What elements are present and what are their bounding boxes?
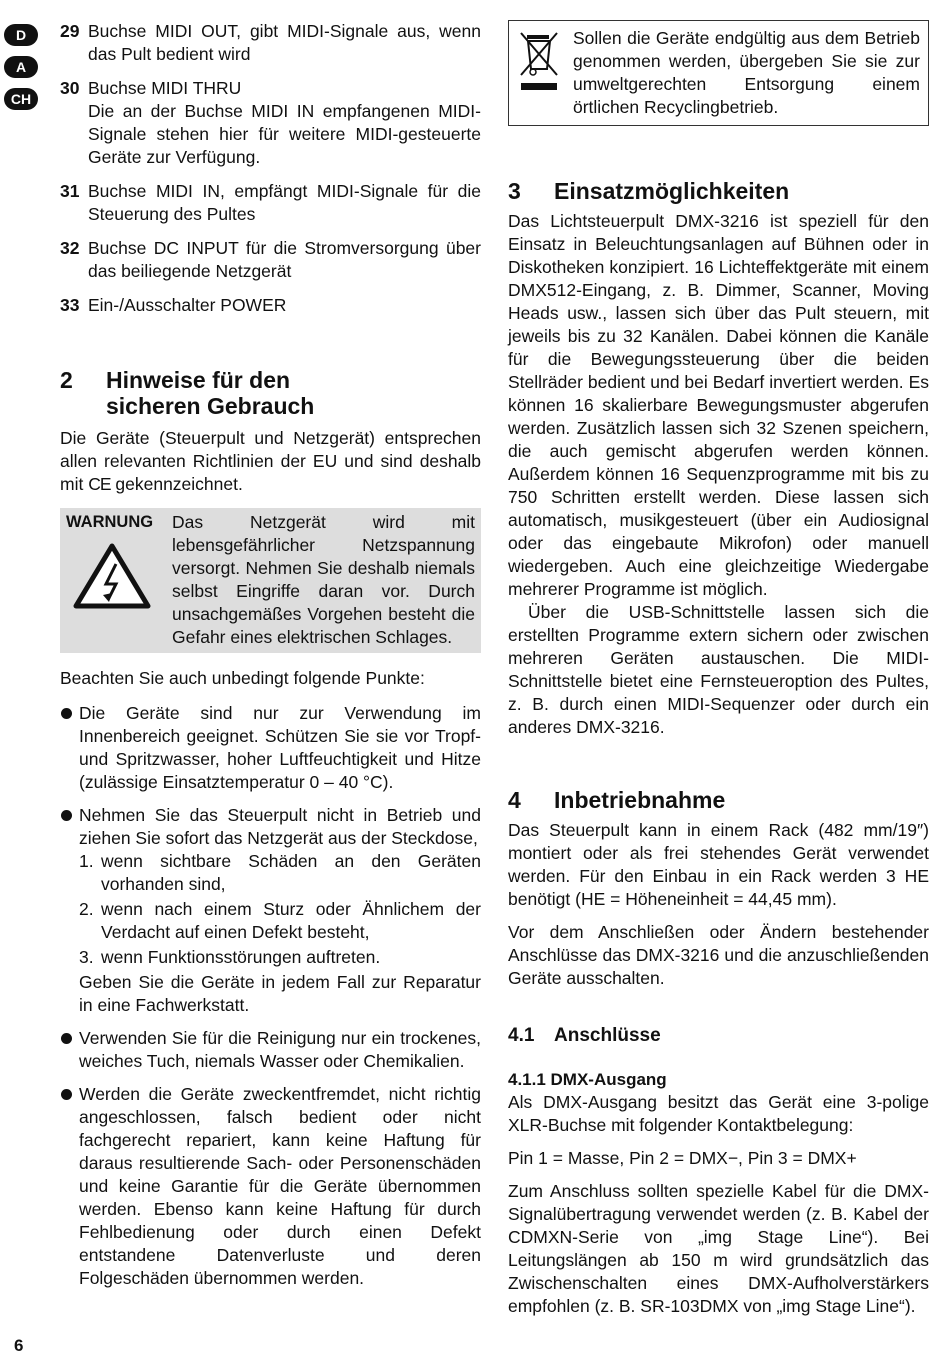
bullet-dot-icon	[60, 1027, 79, 1073]
section-title-line2: sicheren Gebrauch	[106, 393, 315, 419]
item-description: Die an der Buchse MIDI IN empfangenen MIDI-Signale stehen hier für weitere MIDI-gesteuerte Geräte zur Verfügung.	[88, 101, 481, 167]
sub-list-item	[79, 946, 481, 969]
page-number: 6	[14, 1336, 24, 1355]
bullet-item	[60, 1083, 481, 1290]
section-number: 2	[60, 367, 73, 393]
list-item	[60, 77, 481, 169]
item-text: Buchse MIDI OUT, gibt MIDI-Signale aus, wenn das Pult bedient wird	[88, 21, 481, 64]
intro-text-end: gekennzeichnet.	[115, 474, 243, 494]
list-item	[60, 294, 481, 317]
bullet-item	[60, 1027, 481, 1073]
section-number: 3	[508, 178, 521, 204]
section-title	[106, 367, 314, 419]
bullet-text: Werden die Geräte zweckentfremdet, nicht richtig angeschlossen, falsch bedient oder nicht fachgerecht repariert, kann keine Haftung für daraus resultierende Sach- oder Personenschäden und keine Garantie für die Geräte übernommen werden. Ebenso kann keine Haftung für durch Fehlbedienung oder durch einen Defekt entstandene Datenverluste und deren Folgeschäden übernommen werden.	[79, 1084, 481, 1288]
sub-number: 2.	[79, 899, 94, 919]
bullet-dot-icon	[60, 804, 79, 1017]
intro-text: Die Geräte (Steuerpult und Netzgerät) entsprechen allen relevanten Richtlinien der EU und sind deshalb mit	[60, 428, 481, 494]
bullet-item	[60, 804, 481, 1017]
section-title: Inbetriebnahme	[554, 787, 726, 813]
language-badge-ch: CH	[4, 88, 38, 110]
warning-label: WARNUNG	[66, 513, 154, 531]
item-text	[88, 77, 481, 169]
section-number: 4	[508, 787, 521, 813]
sub-text: wenn Funktionsstörungen auftreten.	[101, 947, 381, 967]
warning-box	[60, 508, 481, 653]
section-4-paragraph: Vor dem Anschließen oder Ändern bestehender Anschlüsse das DMX-3216 und die anzuschließenden Geräte ausschalten.	[508, 922, 929, 988]
crossed-bin-icon	[517, 27, 573, 119]
section-4-paragraph: Das Steuerpult kann in einem Rack (482 mm/19″) montiert oder als frei stehendes Gerät verwendet werden. Für den Einbau in ein Rack werden 3 HE benötigt (HE = Höheneinheit = 44,45 mm).	[508, 820, 929, 909]
high-voltage-icon	[72, 542, 152, 610]
pin-assignment: Pin 1 = Masse, Pin 2 = DMX−, Pin 3 = DMX+	[508, 1148, 857, 1168]
sub-number: 1.	[79, 851, 94, 871]
bullet-text: Verwenden Sie für die Reinigung nur ein trockenes, weiches Tuch, niemals Wasser oder Chemikalien.	[79, 1028, 481, 1071]
disposal-notice-box	[508, 20, 929, 126]
section-3-heading	[508, 178, 929, 204]
sub-text: wenn sichtbare Schäden an den Geräten vorhanden sind,	[101, 851, 481, 894]
bullet-text-main: Nehmen Sie das Steuerpult nicht in Betrieb und ziehen Sie sofort das Netzgerät aus der Steckdose,	[79, 805, 481, 848]
ce-mark: CE	[88, 474, 111, 494]
sub-list-item	[79, 850, 481, 896]
right-column	[508, 20, 929, 1328]
sub-text: wenn nach einem Sturz oder Ähnlichem der Verdacht auf einen Defekt besteht,	[101, 899, 481, 942]
bullet-text	[79, 804, 481, 1017]
item-text: Buchse DC INPUT für die Stromversorgung über das beiliegende Netzgerät	[88, 238, 481, 281]
language-badges	[4, 24, 38, 120]
item-number: 30	[60, 78, 80, 98]
warning-label-column	[66, 511, 172, 649]
language-badge-a: A	[4, 56, 38, 78]
section-title: Anschlüsse	[554, 1025, 661, 1046]
section-2-heading	[60, 367, 481, 419]
item-number: 31	[60, 181, 80, 201]
sub-number: 3.	[79, 947, 94, 967]
item-title: Buchse MIDI THRU	[88, 78, 242, 98]
item-text: Buchse MIDI IN, empfängt MIDI-Signale für die Steuerung des Pultes	[88, 181, 481, 224]
section-3-paragraph: Über die USB-Schnittstelle lassen sich die erstellten Programme extern sichern oder zwischen mehreren Geräten austauschen. Die MIDI-Schnittstelle bietet eine Fernsteueroption des Pultes, z. B. durch einen MIDI-Sequenzer oder durch ein anderes DMX-3216.	[508, 602, 929, 737]
warning-text: Das Netzgerät wird mit lebensgefährlicher Netzspannung versorgt. Nehmen Sie deshalb niemals selbst Eingriffe daran vor. Durch unsachgemäßes Vorgehen besteht die Gefahr eines elektrischen Schlages.	[172, 512, 475, 647]
language-badge-d: D	[4, 24, 38, 46]
item-number: 32	[60, 238, 80, 258]
bullet-dot-icon	[60, 702, 79, 794]
bullet-text: Die Geräte sind nur zur Verwendung im Innenbereich geeignet. Schützen Sie sie vor Tropf- und Spritzwasser, hoher Luftfeuchtigkeit und Hitze (zulässige Einsatztemperatur 0 – 40 °C).	[79, 703, 481, 792]
section-4-1-1-heading: 4.1.1 DMX-Ausgang	[508, 1070, 667, 1089]
bullet-text-after: Geben Sie die Geräte in jedem Fall zur Reparatur in eine Fachwerkstatt.	[79, 972, 481, 1015]
bullet-dot-icon	[60, 1083, 79, 1290]
item-number: 33	[60, 295, 80, 315]
item-text: Ein-/Ausschalter POWER	[88, 295, 287, 315]
points-intro: Beachten Sie auch unbedingt folgende Punkte:	[60, 668, 425, 688]
section-4-1-heading	[508, 1024, 929, 1047]
section-4-1-1-paragraph: Als DMX-Ausgang besitzt das Gerät eine 3-polige XLR-Buchse mit folgender Kontaktbelegung:	[508, 1092, 929, 1135]
section-3-paragraph: Das Lichtsteuerpult DMX-3216 ist speziell für den Einsatz in Beleuchtungsanlagen auf Bühnen oder in Diskotheken konzipiert. 16 Lichteffektgeräte mit einem DMX512-Eingang, z. B. Dimmer, Scanner, Moving Heads usw., lassen sich über das Pult steuern, mit jeweils bis zu 32 Kanälen. Dabei können die Kanäle für die Bewegungssteuerung über die beiden Stellräder bedient und bei Bedarf invertiert werden. Es können 16 skalierbare Bewegungsmuster abgerufen werden. Zusätzlich lassen sich 32 Szenen speichern, die auch gemischt abgerufen werden können. Außerdem können 16 Sequenzprogramme mit bis zu 750 Schritten erstellt werden. Diese lassen sich automatisch, musikgesteuert (über ein Audiosignal oder das eingebaute Mikrofon) oder manuell wiedergeben. Auch eine gleichzeitige Wiedergabe mehrerer Programme ist möglich.	[508, 211, 929, 599]
list-item	[60, 237, 481, 283]
item-number: 29	[60, 21, 80, 41]
bullet-item	[60, 702, 481, 794]
disposal-notice-text: Sollen die Geräte endgültig aus dem Betrieb genommen werden, übergeben Sie sie zur umweltgerechten Entsorgung einem örtlichen Recyclingbetrieb.	[573, 28, 920, 117]
list-item	[60, 20, 481, 66]
section-2-intro	[60, 427, 481, 496]
list-item	[60, 180, 481, 226]
section-title: Einsatzmöglichkeiten	[554, 178, 790, 204]
section-number: 4.1	[508, 1025, 535, 1046]
section-title-line1: Hinweise für den	[106, 367, 291, 393]
section-4-heading	[508, 787, 929, 813]
section-4-1-1-paragraph: Zum Anschluss sollten spezielle Kabel für die DMX-Signalübertragung verwendet werden (z. B. Kabel der CDMXN-Serie von „img Stage Line“). Bei Leitungslängen ab 150 m wird grundsätzlich das Zwischenschalten eines DMX-Aufholverstärkers empfohlen (z. B. SR-103DMX von „img Stage Line“).	[508, 1181, 929, 1316]
sub-list-item	[79, 898, 481, 944]
left-column	[60, 20, 481, 1300]
